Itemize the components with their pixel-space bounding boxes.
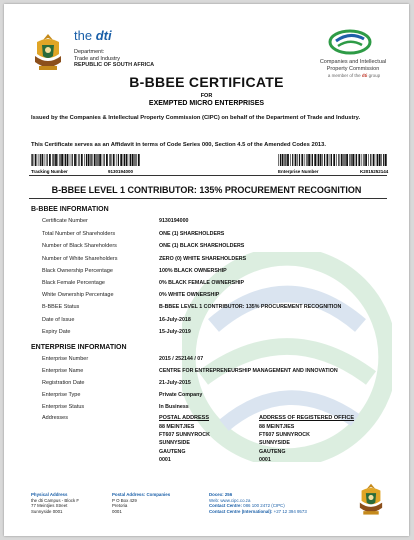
- info-label: Black Female Percentage: [42, 280, 105, 286]
- divider: [29, 175, 387, 176]
- issued-by-text: Issued by the Companies & Intellectual Property Commission (CIPC) on behalf of the Department of Trade and Industry.: [31, 115, 361, 121]
- info-label: Enterprise Name: [42, 368, 84, 374]
- info-label: White Ownership Percentage: [42, 292, 114, 298]
- dti-dept-line: Trade and Industry: [74, 55, 120, 62]
- certificate-subtitle: EXEMPTED MICRO ENTERPRISES: [148, 100, 265, 107]
- footer-heading: Postal Address: Companies: [112, 492, 171, 497]
- dti-department-text: [74, 49, 154, 69]
- address-line: SUNNYSIDE: [159, 440, 190, 447]
- info-label: Number of White Shareholders: [42, 256, 118, 262]
- footer-line: the dti Campus - Block F: [31, 497, 80, 503]
- footer-line: Sunnyside 0001: [31, 508, 63, 514]
- address-line: SUNNYSIDE: [259, 440, 290, 447]
- info-value: In Business: [159, 404, 189, 410]
- address-line: 0001: [159, 456, 171, 463]
- address-line: 88 MEINTJIES: [259, 424, 295, 430]
- divider: [29, 198, 387, 199]
- dti-logo-the: the: [74, 28, 93, 43]
- certificate-for: FOR: [200, 93, 213, 99]
- info-value: CENTRE FOR ENTREPRENEURSHIP MANAGEMENT AND INNOVATION: [159, 368, 338, 374]
- address-line: FT607 SUNNYROCK: [259, 432, 310, 439]
- info-value: ZERO (0) WHITE SHAREHOLDERS: [159, 256, 247, 262]
- info-label: Black Ownership Percentage: [42, 268, 113, 274]
- info-value: B-BBEE LEVEL 1 CONTRIBUTOR: 135% PROCUREMENT RECOGNITION: [159, 304, 342, 310]
- footer-web-link[interactable]: Web: www.cipc.co.za: [209, 497, 251, 503]
- footer-intl-value: +27 12 394 9573: [273, 508, 307, 514]
- footer-contact: [209, 492, 307, 514]
- footer-docex: Docex: 256: [209, 492, 233, 497]
- info-value: ONE (1) SHAREHOLDERS: [159, 231, 225, 237]
- dti-logo: [74, 28, 112, 43]
- info-label: B-BBEE Status: [42, 304, 80, 310]
- enterprise-number-value: K2015252144: [360, 169, 389, 174]
- cipc-name-text: [314, 59, 392, 72]
- enterprise-info-heading: ENTERPRISE INFORMATION: [31, 344, 127, 351]
- dti-logo-dti: dti: [95, 28, 112, 43]
- footer-contact-value: 086 100 2472 (CIPC): [243, 503, 285, 509]
- level-banner: B-BBEE LEVEL 1 CONTRIBUTOR: 135% PROCUREMENT RECOGNITION: [51, 185, 362, 195]
- info-label: Total Number of Shareholders: [42, 231, 116, 237]
- info-label: Certificate Number: [42, 218, 88, 224]
- info-value: 100% BLACK OWNERSHIP: [159, 268, 227, 274]
- certificate-title: B-BBEE CERTIFICATE: [129, 74, 284, 90]
- footer-coat-of-arms-icon: [356, 482, 386, 518]
- info-value: Private Company: [159, 392, 203, 398]
- footer-contact-label: Contact Centre:: [209, 503, 242, 509]
- info-value: 0% BLACK FEMALE OWNERSHIP: [159, 280, 245, 286]
- footer-intl-label: Contact Centre (International):: [209, 508, 273, 514]
- info-label: Registration Date: [42, 380, 85, 386]
- info-value: 21-July-2015: [159, 380, 191, 386]
- enterprise-barcode-icon: [278, 154, 388, 166]
- tracking-number-label: Tracking Number: [31, 169, 68, 174]
- address-line: GAUTENG: [259, 448, 286, 455]
- info-value: 2015 / 252144 / 07: [159, 356, 204, 362]
- dti-dept-line: REPUBLIC OF SOUTH AFRICA: [74, 62, 155, 69]
- footer-line: Pretoria: [112, 503, 128, 509]
- info-value: ONE (1) BLACK SHAREHOLDERS: [159, 243, 245, 249]
- postal-address-heading: POSTAL ADDRESS: [159, 415, 210, 421]
- affidavit-text: This Certificate serves as an Affidavit in terms of Code Series 000, Section 4.5 of the Amended Codes 2013.: [31, 142, 326, 148]
- address-line: 88 MEINTJIES: [159, 424, 195, 430]
- info-label: Number of Black Shareholders: [42, 243, 117, 249]
- address-line: 0001: [259, 456, 271, 463]
- addresses-label: Addresses: [42, 415, 68, 421]
- tracking-number-value: 9130194000: [108, 169, 134, 174]
- footer-line: 0001: [112, 508, 122, 514]
- registered-address-heading: ADDRESS OF REGISTERED OFFICE: [259, 415, 355, 421]
- footer-physical-address: [31, 492, 79, 514]
- address-line: GAUTENG: [159, 448, 186, 455]
- cipc-name-line: Property Commission: [326, 65, 380, 72]
- cipc-name-line: Companies and Intellectual: [319, 59, 387, 65]
- info-value: 15-July-2019: [159, 329, 191, 335]
- bbbee-info-heading: B-BBEE INFORMATION: [31, 206, 109, 213]
- tracking-barcode-icon: [31, 154, 141, 166]
- cipc-member-prefix: a member of the: [327, 73, 361, 78]
- info-label: Date of Issue: [42, 317, 75, 323]
- registered-address-block: [259, 423, 310, 464]
- coat-of-arms-icon: [31, 32, 65, 74]
- footer-line: P O Box 429: [112, 497, 137, 503]
- enterprise-number-label: Enterprise Number: [278, 169, 319, 174]
- cipc-logo-icon: [328, 29, 372, 55]
- cipc-member-suffix: group: [368, 73, 381, 78]
- certificate-page: [4, 4, 409, 536]
- info-label: Enterprise Status: [42, 404, 85, 410]
- footer-heading: Physical Address: [31, 492, 68, 497]
- footer-line: 77 Meintjies Street: [31, 503, 68, 509]
- footer-postal-address: [112, 492, 170, 514]
- info-label: Enterprise Type: [42, 392, 81, 398]
- info-value: 16-July-2018: [159, 317, 191, 323]
- cipc-member-dti: dti: [361, 73, 368, 78]
- info-label: Expiry Date: [42, 329, 71, 335]
- info-label: Enterprise Number: [42, 356, 89, 362]
- address-line: FT607 SUNNYROCK: [159, 432, 210, 439]
- dti-dept-line: Department:: [74, 49, 105, 55]
- info-value: 0% WHITE OWNERSHIP: [159, 292, 220, 298]
- postal-address-block: [159, 423, 210, 464]
- info-value: 9130194000: [159, 218, 189, 224]
